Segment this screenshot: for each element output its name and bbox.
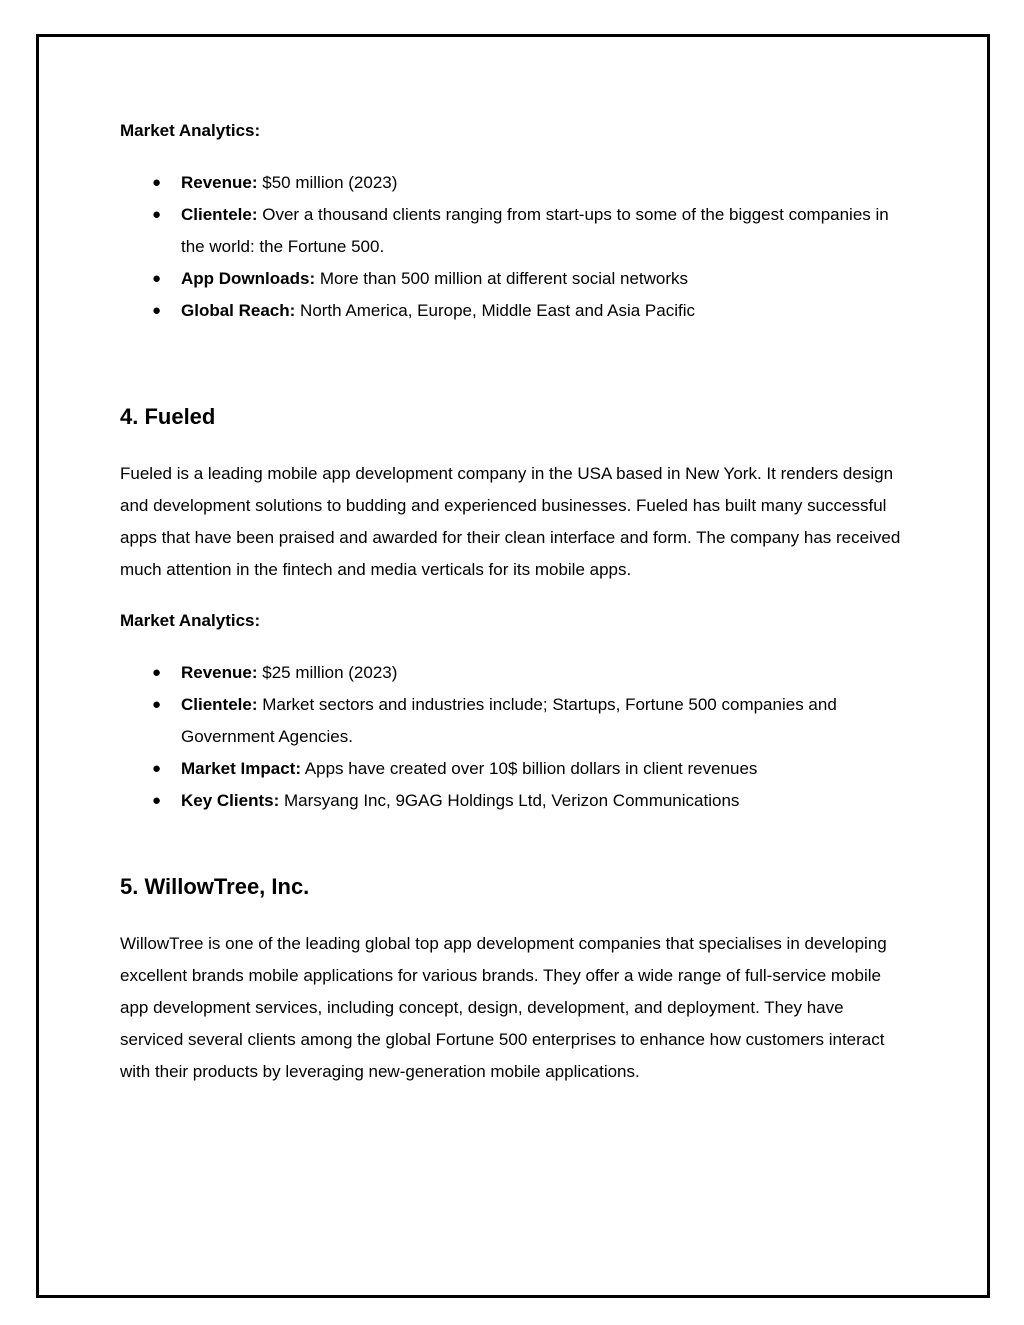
bullet-key: Revenue:	[181, 173, 258, 192]
fueled-analytics-list-block	[120, 657, 910, 817]
bullet-icon: ●	[152, 760, 162, 777]
bullet-text: $25 million (2023)	[257, 663, 398, 682]
bullet-text: Over a thousand clients ranging from start-ups to some of the biggest companies in the world: the Fortune 500.	[181, 205, 889, 256]
bullet-text: North America, Europe, Middle East and Asia Pacific	[295, 301, 696, 320]
market-analytics-label	[120, 121, 910, 141]
list-item	[120, 263, 910, 295]
bullet-key: Clientele:	[181, 695, 258, 714]
list-item	[120, 689, 910, 753]
list-item	[120, 657, 910, 689]
willowtree-heading-block	[120, 874, 910, 900]
bullet-text: Marsyang Inc, 9GAG Holdings Ltd, Verizon Communications	[279, 791, 740, 810]
bullet-text: $50 million (2023)	[257, 173, 398, 192]
bullet-icon: ●	[152, 174, 162, 191]
bullet-icon: ●	[152, 302, 162, 319]
willowtree-paragraph-block	[120, 928, 910, 1088]
fueled-paragraph: Fueled is a leading mobile app development company in the USA based in New York. It renders design and development solutions to budding and experienced businesses. Fueled has built many successful apps that have been praised and awarded for their clean interface and form. The company has received much attention in the fintech and media verticals for its mobile apps.	[120, 464, 901, 579]
fueled-analytics-label-block	[120, 611, 910, 631]
bullet-key: App Downloads:	[181, 269, 316, 288]
bullet-text: More than 500 million at different social networks	[315, 269, 689, 288]
market-analytics-heading: Market Analytics:	[120, 121, 261, 140]
bullet-text: Market sectors and industries include; Startups, Fortune 500 companies and Government Agencies.	[181, 695, 837, 746]
market-analytics-heading: Market Analytics:	[120, 611, 261, 630]
fueled-analytics-list	[120, 657, 910, 817]
bullet-key: Global Reach:	[181, 301, 296, 320]
list-item	[120, 199, 910, 263]
bullet-key: Key Clients:	[181, 791, 280, 810]
bullet-icon: ●	[152, 270, 162, 287]
fueled-paragraph-block	[120, 458, 910, 586]
bullet-icon: ●	[152, 206, 162, 223]
section-heading-fueled: 4. Fueled	[120, 404, 216, 429]
list-item	[120, 753, 910, 785]
bullet-key: Clientele:	[181, 205, 258, 224]
list-item	[120, 785, 910, 817]
bullet-key: Market Impact:	[181, 759, 301, 778]
bullet-icon: ●	[152, 664, 162, 681]
bullet-key: Revenue:	[181, 663, 258, 682]
prev-analytics-list-block	[120, 167, 910, 327]
list-item	[120, 167, 910, 199]
bullet-icon: ●	[152, 696, 162, 713]
willowtree-paragraph: WillowTree is one of the leading global top app development companies that specialises in developing excellent brands mobile applications for various brands. They offer a wide range of full-service mobile app development services, including concept, design, development, and deployment. They have serviced several clients among the global Fortune 500 enterprises to enhance how customers interact with their products by leveraging new-generation mobile applications.	[120, 934, 887, 1081]
prev-analytics-list	[120, 167, 910, 327]
bullet-icon: ●	[152, 792, 162, 809]
bullet-text: Apps have created over 10$ billion dollars in client revenues	[300, 759, 758, 778]
fueled-heading-block	[120, 404, 910, 430]
list-item	[120, 295, 910, 327]
section-heading-willowtree: 5. WillowTree, Inc.	[120, 874, 310, 899]
